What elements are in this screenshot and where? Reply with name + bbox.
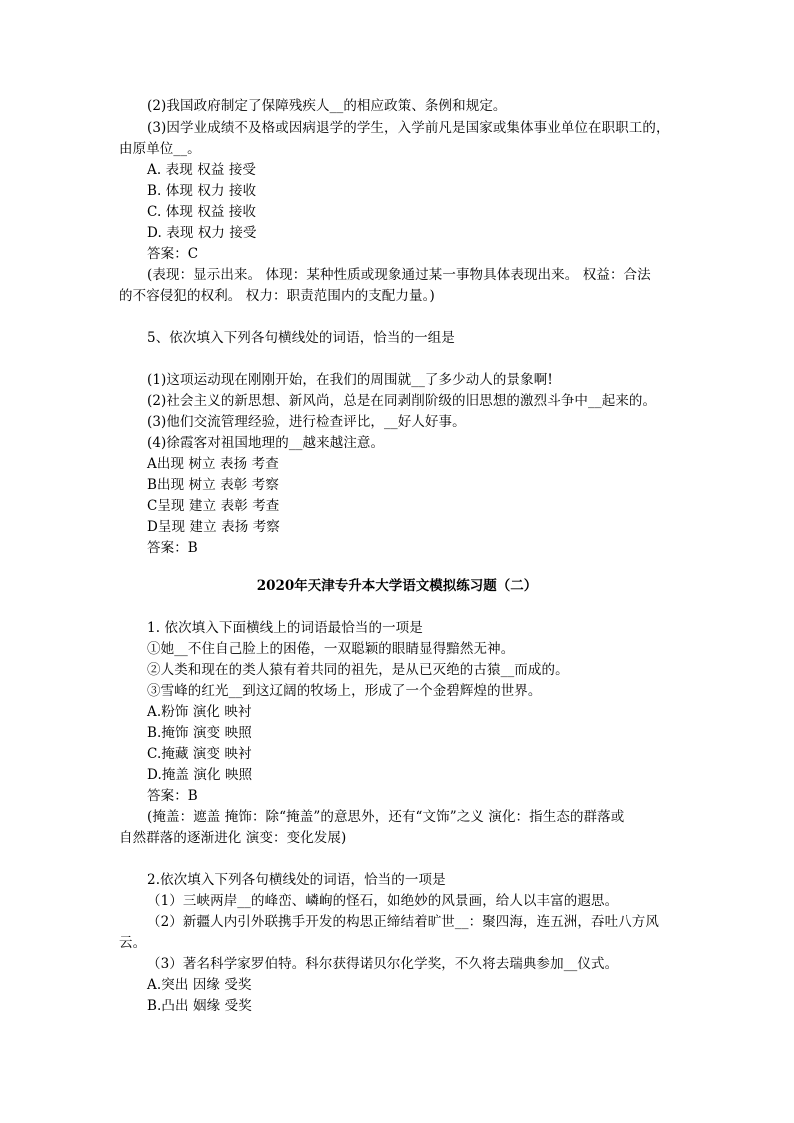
question-stem: 2.依次填入下列各句横线处的词语，恰当的一项是 xyxy=(147,872,446,888)
sentence-2: ②人类和现在的类人猿有着共同的祖先，是从已灭绝的古猿__而成的。 xyxy=(147,662,569,678)
option-c: C. 体现 权益 接收 xyxy=(147,204,257,220)
option-b: B.掩饰 演变 映照 xyxy=(147,725,252,741)
sentence-1: （1）三峡两岸__的峰峦、嶙峋的怪石，如绝妙的风景画，给人以丰富的遐思。 xyxy=(147,893,619,909)
sentence-1: ①她__不住自己脸上的困倦，一双聪颖的眼睛显得黯然无神。 xyxy=(147,641,515,657)
option-b: B出现 树立 表彰 考察 xyxy=(147,477,279,493)
option-c: C.掩藏 演变 映衬 xyxy=(147,746,252,762)
answer: 答案：B xyxy=(147,540,198,556)
option-d: D. 表现 权力 接受 xyxy=(147,225,257,241)
answer: 答案：C xyxy=(147,246,199,262)
text-line: (2)我国政府制定了保障残疾人__的相应政策、条例和规定。 xyxy=(147,98,507,114)
sentence-3: （3）著名科学家罗伯特。科尔获得诺贝尔化学奖，不久将去瑞典参加__仪式。 xyxy=(147,956,619,972)
question-stem: 1. 依次填入下面横线上的词语最恰当的一项是 xyxy=(147,620,423,636)
section-title: 2020年天津专升本大学语文模拟练习题（二） xyxy=(256,578,538,594)
option-a: A. 表现 权益 接受 xyxy=(147,162,257,178)
option-a: A.突出 因缘 受奖 xyxy=(147,977,252,993)
explanation-line: (表现：显示出来。 体现：某种性质或现象通过某一事物具体表现出来。 权益：合法 xyxy=(147,267,651,283)
question-stem: 5、依次填入下列各句横线处的词语，恰当的一组是 xyxy=(147,330,455,346)
sentence-1: (1)这项运动现在刚刚开始，在我们的周围就__了多少动人的景象啊! xyxy=(147,372,553,388)
option-d: D.掩盖 演化 映照 xyxy=(147,767,253,783)
explanation-line: (掩盖：遮盖 掩饰：除“掩盖”的意思外，还有“文饰”之义 演化：指生态的群落或 xyxy=(147,809,625,825)
explanation-line: 自然群落的逐渐进化 演变：变化发展) xyxy=(119,830,347,846)
option-c: C呈现 建立 表彰 考查 xyxy=(147,498,280,514)
option-a: A.粉饰 演化 映衬 xyxy=(147,704,252,720)
text-line: 由原单位__。 xyxy=(119,141,201,157)
sentence-3: ③雪峰的红光__到这辽阔的牧场上，形成了一个金碧辉煌的世界。 xyxy=(147,683,542,699)
sentence-4: (4)徐霞客对祖国地理的__越来越注意。 xyxy=(147,435,385,451)
option-a: A出现 树立 表扬 考查 xyxy=(147,456,279,472)
option-b: B. 体现 权力 接收 xyxy=(147,183,257,199)
sentence-3: (3)他们交流管理经验，进行检查评比，__好人好事。 xyxy=(147,414,466,430)
sentence-2-continued: 云。 xyxy=(119,935,147,951)
sentence-2: （2）新疆人内引外联携手开发的构思正缔结着旷世__：聚四海，连五洲，吞吐八方风 xyxy=(147,914,659,930)
explanation-line: 的不容侵犯的权利。 权力：职责范围内的支配力量。) xyxy=(119,288,435,304)
text-line: (3)因学业成绩不及格或因病退学的学生，入学前凡是国家或集体事业单位在职职工的， xyxy=(147,120,670,136)
answer: 答案：B xyxy=(147,788,198,804)
option-b: B.凸出 姻缘 受奖 xyxy=(147,998,252,1014)
option-d: D呈现 建立 表扬 考察 xyxy=(147,519,280,535)
sentence-2: (2)社会主义的新思想、新风尚，总是在同剥削阶级的旧思想的激烈斗争中__起来的。 xyxy=(147,393,657,409)
